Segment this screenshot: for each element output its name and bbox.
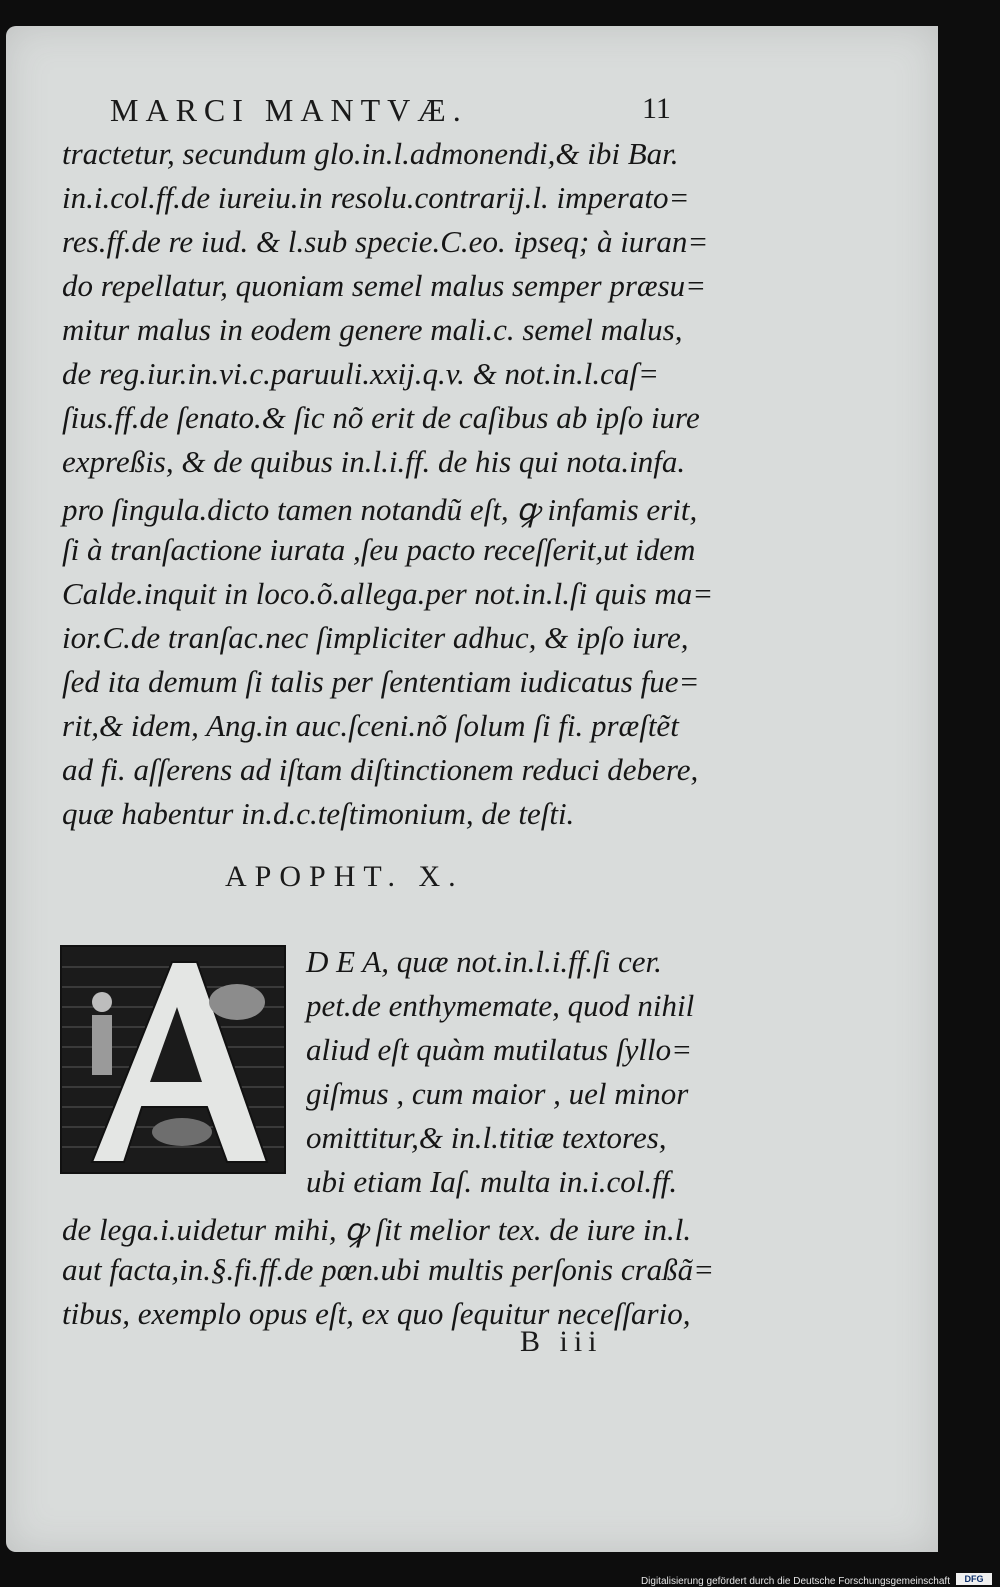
text-line: omittitur,& in.l.titiæ textores, — [306, 1120, 667, 1155]
text-line: de reg.iur.in.vi.c.paruuli.xxij.q.v. & not.in.l.caſ= — [62, 356, 659, 391]
text-line: ſius.ff.de ſenato.& ſic nõ erit de caſibus ab ipſo iure — [62, 400, 700, 435]
text-line: aut facta,in.§.fi.ff.de pœn.ubi multis perſonis craßã= — [62, 1252, 715, 1287]
signature-mark: B iii — [520, 1325, 603, 1358]
text-line: D E A, quæ not.in.l.i.ff.ſi cer. — [306, 944, 662, 979]
text-line: rit,& idem, Ang.in auc.ſceni.nõ ſolum ſi fi. præſtẽt — [62, 708, 679, 743]
text-line: expreßis, & de quibus in.l.i.ff. de his qui nota.infa. — [62, 444, 686, 479]
text-line: tractetur, secundum glo.in.l.admonendi,& ibi Bar. — [62, 136, 679, 171]
text-line: ior.C.de tranſac.nec ſimpliciter adhuc, & ipſo iure, — [62, 620, 689, 655]
text-line: pro ſingula.dicto tamen notandũ eſt, ꝙ infamis erit, — [62, 492, 698, 527]
text-line: in.i.col.ff.de iureiu.in resolu.contrarij.l. imperato= — [62, 180, 690, 215]
text-line: ad fi. aſſerens ad iſtam diſtinctionem reduci debere, — [62, 752, 699, 787]
text-line: mitur malus in eodem genere mali.c. semel malus, — [62, 312, 683, 347]
text-line: ubi etiam Iaſ. multa in.i.col.ff. — [306, 1164, 678, 1199]
woodcut-illustration — [62, 947, 284, 1172]
text-line: tibus, exemplo opus eſt, ex quo ſequitur neceſſario, — [62, 1296, 691, 1331]
text-line: res.ff.de re iud. & l.sub specie.C.eo. ipseq; à iuran= — [62, 224, 709, 259]
dfg-logo-icon: DFG — [956, 1573, 992, 1585]
text-line: do repellatur, quoniam semel malus semper præsu= — [62, 268, 707, 303]
text-line: de lega.i.uidetur mihi, ꝙ ſit melior tex. de iure in.l. — [62, 1212, 692, 1247]
text-line: ſed ita demum ſi talis per ſententiam iudicatus fue= — [62, 664, 700, 699]
text-line: giſmus , cum maior , uel minor — [306, 1076, 689, 1111]
text-line: aliud eſt quàm mutilatus ſyllo= — [306, 1032, 693, 1067]
text-line: ſi à tranſactione iurata ,ſeu pacto receſſerit,ut idem — [62, 532, 696, 567]
text-line: pet.de enthymemate, quod nihil — [306, 988, 695, 1023]
text-line: quæ habentur in.d.c.teſtimonium, de teſti. — [62, 796, 575, 831]
folio-number: 11 — [642, 92, 671, 125]
running-title: MARCI MANTVÆ. — [110, 92, 468, 128]
section-heading: APOPHT. X. — [225, 860, 464, 893]
footer-credit: Digitalisierung gefördert durch die Deutsche Forschungsgemeinschaft — [640, 1576, 950, 1587]
woodcut-initial-a — [60, 945, 286, 1174]
text-line: Calde.inquit in loco.õ.allega.per not.in.l.ſi quis ma= — [62, 576, 714, 611]
